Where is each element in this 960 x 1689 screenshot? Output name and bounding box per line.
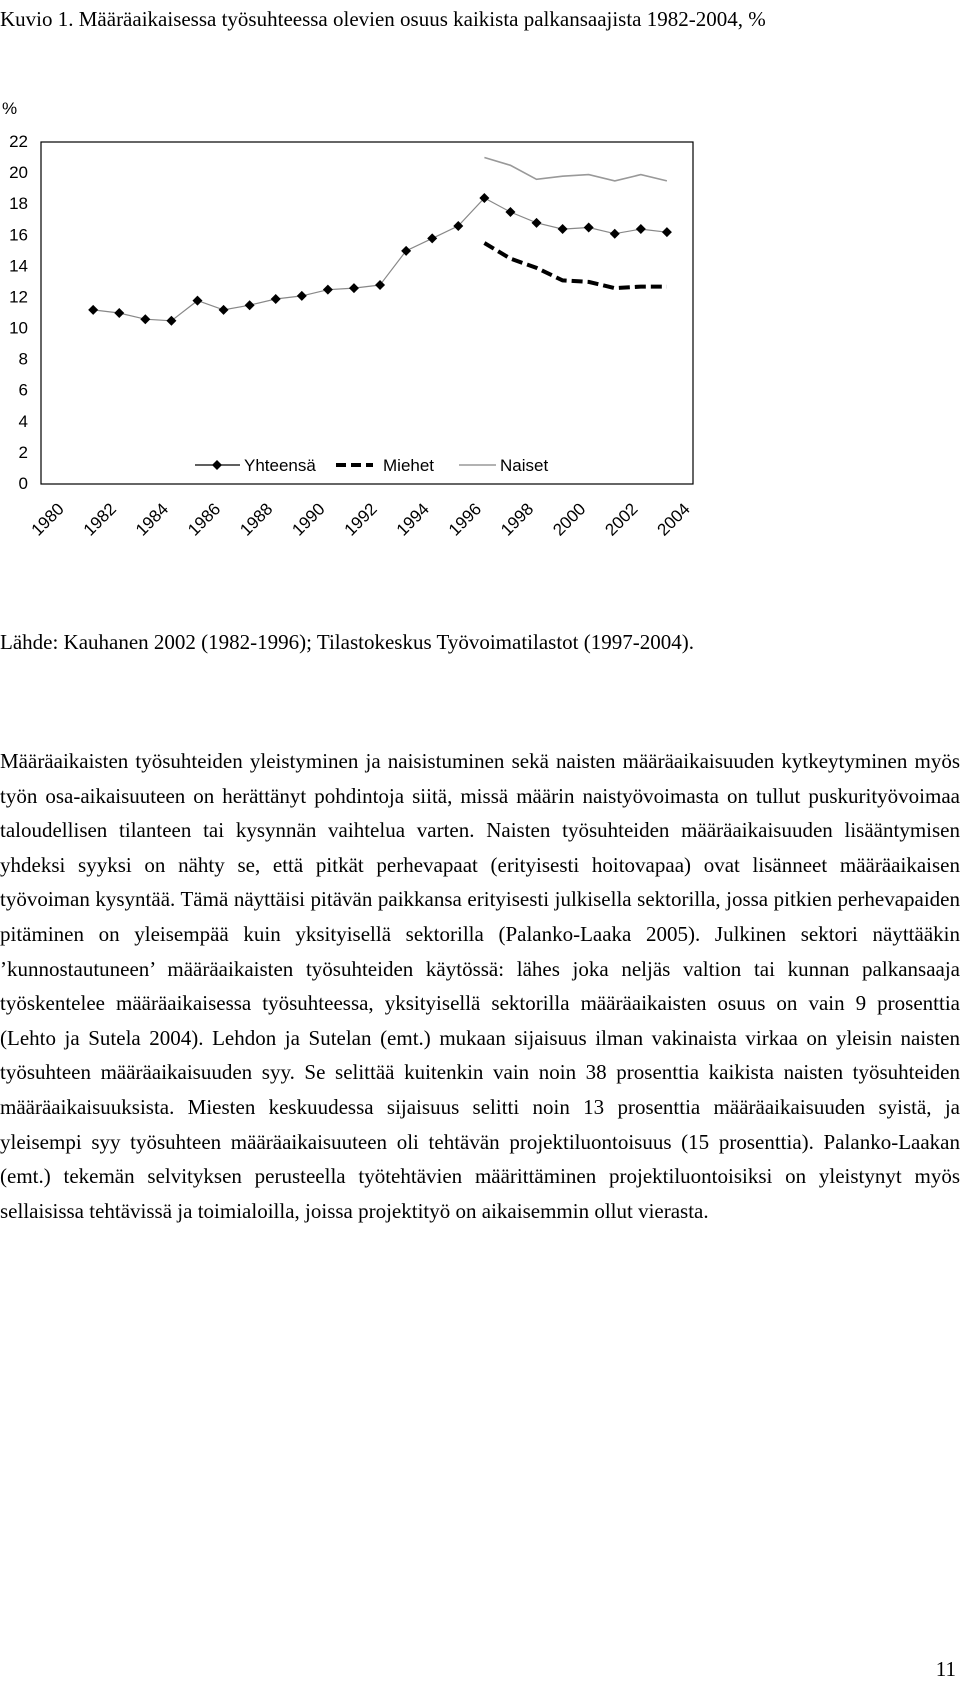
y-tick-label: 2 — [18, 442, 28, 462]
yhteensa-marker — [375, 280, 385, 290]
y-tick-label: 14 — [9, 256, 28, 276]
x-tick-label: 1990 — [288, 499, 329, 540]
yhteensa-marker — [140, 314, 150, 324]
legend — [195, 456, 548, 475]
yhteensa-marker — [427, 233, 437, 243]
paragraph-text: Määräaikaisten työsuhteiden yleistyminen ja naisistuminen sekä naisten määräaikaisuuden kytkeytyminen myös työn osa-aikaisuuteen on herättänyt pohdintoja siitä, missä määrin naistyövoimasta on tullut puskurityövoimaa taloudellisen tilanteen tai kysynnän vaihtelua varten. Naisten työsuhteiden määräaikaisuuden lisääntymisen yhdeksi syyksi on nähty se, että pitkät perhevapaat (erityisesti hoitovapaa) ovat lisänneet määräaikaisen työvoiman kysyntää. Tämä näyttäisi pitävän paikkansa erityisesti julkisella sektorilla, jossa pitkien perhevapaiden pitäminen on yleisempää kuin yksityisellä sektorilla (Palanko-Laaka 2005). Julkinen sektori näyttääkin ’kunnostautuneen’ määräaikaisten työsuhteiden käytössä: lähes joka neljäs valtion tai kunnan palkansaaja työskentelee määräaikaisessa työsuhteessa, yksityisellä sektorilla määräaikaisten osuus on vain 9 prosenttia (Lehto ja Sutela 2004). Lehdon ja Sutelan (emt.) mukaan sijaisuus ilman vakinaista virkaa on yleisin naisten työsuhteen määräaikaisuuden syy. Se selittää kuitenkin vain noin 38 prosenttia kaikista naisten työsuhteiden määräaikaisuuksista. Miesten keskuudessa sijaisuus selitti noin 13 prosenttia määräaikaisuuden syistä, ja yleisempi syy työsuhteen määräaikaisuuteen oli tehtävän projektiluontoisuus (15 prosenttia). Palanko-Laakan (emt.) tekemän selvityksen perusteella työtehtävien määrittäminen projektiluontoisiksi on yleistynyt myös sellaisissa tehtävissä ja toimialoilla, joissa projektityö on aikaisemmin ollut vierasta. — [0, 749, 960, 1223]
yhteensa-marker — [636, 224, 646, 234]
yhteensa-marker — [88, 305, 98, 315]
x-axis — [28, 499, 694, 539]
legend-naiset-label: Naiset — [500, 456, 549, 475]
plot-area — [41, 142, 693, 484]
yhteensa-marker — [323, 285, 333, 295]
legend-miehet-label: Miehet — [383, 456, 435, 475]
x-tick-label: 1988 — [236, 499, 277, 540]
y-axis-label: % — [2, 99, 18, 118]
yhteensa-marker — [558, 224, 568, 234]
y-tick-label: 18 — [9, 194, 28, 214]
yhteensa-marker — [401, 246, 411, 256]
y-tick-label: 20 — [9, 163, 28, 183]
series-yhteensa-line — [93, 198, 667, 321]
yhteensa-marker — [297, 291, 307, 301]
y-tick-label: 16 — [9, 225, 28, 245]
body-paragraph — [0, 744, 960, 1228]
x-tick-label: 1994 — [392, 499, 433, 540]
y-axis — [9, 132, 28, 493]
y-tick-label: 22 — [9, 132, 28, 151]
y-tick-label: 12 — [9, 287, 28, 307]
y-tick-label: 0 — [18, 474, 28, 493]
x-tick-label: 2002 — [601, 499, 642, 540]
yhteensa-marker — [532, 218, 542, 228]
yhteensa-marker — [584, 223, 594, 233]
legend-yhteensa-marker — [212, 460, 222, 470]
line-chart — [0, 90, 700, 590]
x-tick-label: 1980 — [27, 499, 68, 540]
yhteensa-marker — [245, 300, 255, 310]
yhteensa-marker — [271, 294, 281, 304]
y-tick-label: 4 — [18, 411, 28, 431]
y-tick-label: 6 — [18, 380, 28, 400]
yhteensa-marker — [662, 227, 672, 237]
yhteensa-marker — [114, 308, 124, 318]
x-tick-label: 1996 — [444, 499, 486, 540]
yhteensa-marker — [505, 207, 515, 217]
yhteensa-marker — [219, 305, 229, 315]
page-number: 11 — [935, 1657, 956, 1681]
figure-caption: Kuvio 1. Määräaikaisessa työsuhteessa olevien osuus kaikista palkansaajista 1982-2004, % — [0, 7, 766, 31]
figure-source: Lähde: Kauhanen 2002 (1982-1996); Tilastokeskus Työvoimatilastot (1997-2004). — [0, 630, 694, 654]
yhteensa-marker — [349, 283, 359, 293]
series-naiset-line — [484, 158, 667, 181]
x-tick-label: 1982 — [79, 499, 120, 540]
plot-border — [41, 142, 693, 484]
x-tick-label: 1992 — [340, 499, 381, 540]
yhteensa-marker — [166, 316, 176, 326]
legend-yhteensa-label: Yhteensä — [244, 456, 316, 475]
x-tick-label: 2000 — [549, 499, 590, 540]
series-group — [88, 158, 672, 326]
x-tick-label: 1986 — [184, 499, 225, 540]
x-tick-label: 1984 — [131, 499, 173, 540]
yhteensa-marker — [610, 229, 620, 239]
y-tick-label: 10 — [9, 318, 28, 338]
x-tick-label: 2004 — [653, 499, 694, 540]
series-miehet-line — [484, 243, 667, 288]
x-tick-label: 1998 — [497, 499, 538, 540]
y-tick-label: 8 — [18, 349, 28, 369]
